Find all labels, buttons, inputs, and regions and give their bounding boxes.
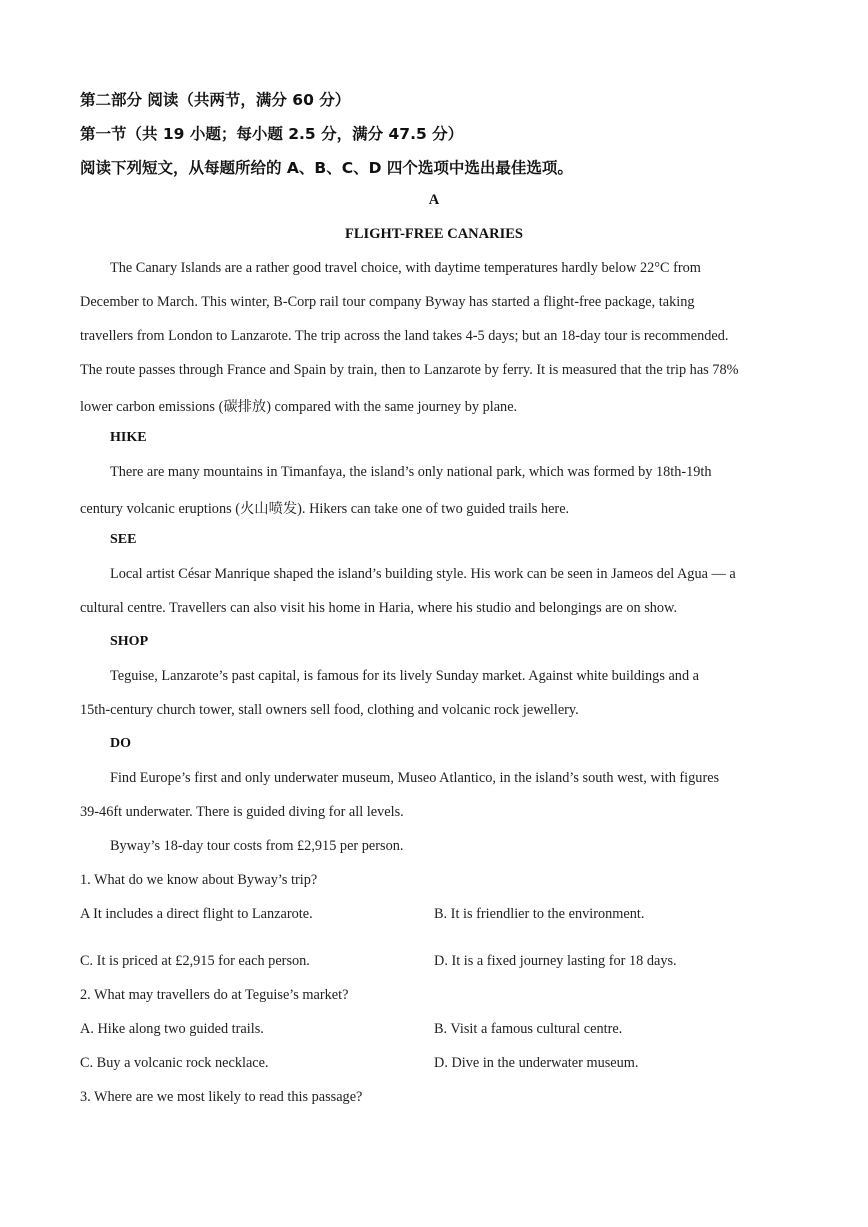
section-heading: 第一节（共 19 小题；每小题 2.5 分，满分 47.5 分） [80, 125, 464, 143]
question-1-option-b: B. It is friendlier to the environment. [434, 906, 645, 922]
passage-title: FLIGHT-FREE CANARIES [345, 226, 523, 242]
intro-line: travellers from London to Lanzarote. The trip across the land takes 4-5 days; but an 18-day tour is recommended. [80, 328, 729, 344]
closing-line: Byway’s 18-day tour costs from £2,915 per person. [110, 838, 404, 854]
see-line: Local artist César Manrique shaped the island’s building style. His work can be seen in Jameos del Agua — a [110, 566, 736, 582]
question-3-stem: 3. Where are we most likely to read this passage? [80, 1089, 363, 1105]
section-heading-shop: SHOP [110, 634, 149, 649]
question-1-option-c: C. It is priced at £2,915 for each person. [80, 953, 310, 969]
intro-line: lower carbon emissions (碳排放) compared with the same journey by plane. [80, 399, 518, 415]
question-2-option-d: D. Dive in the underwater museum. [434, 1055, 639, 1071]
hike-line: There are many mountains in Timanfaya, the island’s only national park, which was formed by 18th-19th [110, 464, 712, 480]
see-line: cultural centre. Travellers can also visit his home in Haria, where his studio and belongings are on show. [80, 600, 678, 616]
part-heading: 第二部分 阅读（共两节，满分 60 分） [80, 91, 351, 109]
question-2-option-c: C. Buy a volcanic rock necklace. [80, 1055, 269, 1071]
passage-label: A [428, 192, 440, 208]
intro-line: The route passes through France and Spain by train, then to Lanzarote by ferry. It is measured that the trip has 78% [80, 362, 739, 378]
section-heading-hike: HIKE [110, 430, 147, 445]
question-1-option-d: D. It is a fixed journey lasting for 18 days. [434, 953, 677, 969]
section-heading-do: DO [110, 736, 131, 751]
do-line: Find Europe’s first and only underwater museum, Museo Atlantico, in the island’s south west, with figures [110, 770, 720, 786]
intro-line: The Canary Islands are a rather good travel choice, with daytime temperatures hardly below 22°C from [110, 260, 701, 276]
question-1-stem: 1. What do we know about Byway’s trip? [80, 872, 318, 888]
question-1-option-a: A It includes a direct flight to Lanzarote. [80, 906, 313, 922]
question-2-option-b: B. Visit a famous cultural centre. [434, 1021, 623, 1037]
section-heading-see: SEE [110, 532, 137, 547]
question-2-option-a: A. Hike along two guided trails. [80, 1021, 264, 1037]
do-line: 39-46ft underwater. There is guided diving for all levels. [80, 804, 404, 820]
shop-line: 15th-century church tower, stall owners sell food, clothing and volcanic rock jewellery. [80, 702, 579, 718]
shop-line: Teguise, Lanzarote’s past capital, is famous for its lively Sunday market. Against white buildings and a [110, 668, 700, 684]
intro-line: December to March. This winter, B-Corp rail tour company Byway has started a flight-free package, taking [80, 294, 695, 310]
instruction-text: 阅读下列短文，从每题所给的 A、B、C、D 四个选项中选出最佳选项。 [80, 159, 573, 177]
hike-line: century volcanic eruptions (火山喷发). Hikers can take one of two guided trails here. [80, 501, 570, 517]
question-2-stem: 2. What may travellers do at Teguise’s market? [80, 987, 349, 1003]
